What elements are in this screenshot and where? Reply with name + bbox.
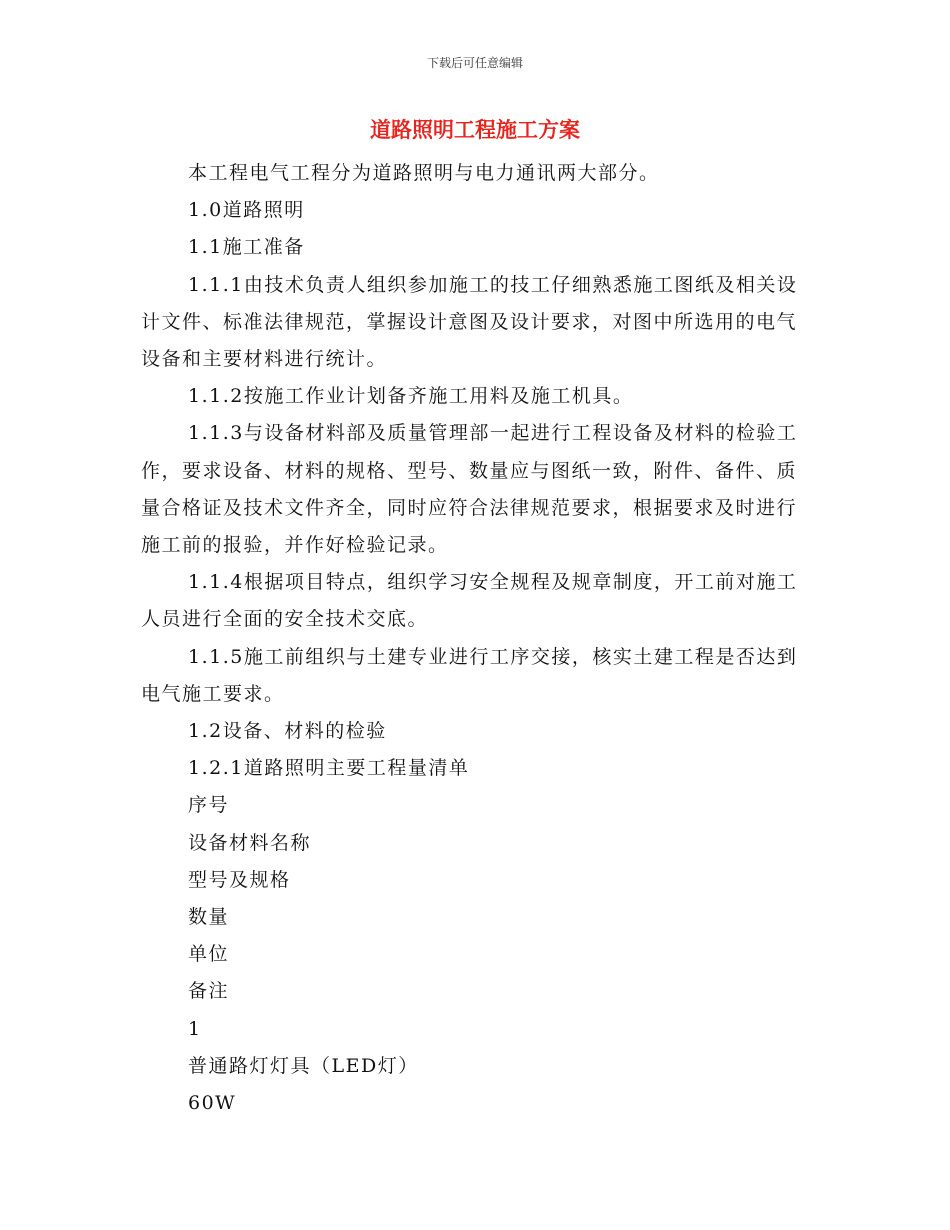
table-header-material-name: 设备材料名称 [188, 831, 312, 854]
paragraph-1-1-1: 1.1.1由技术负责人组织参加施工的技工仔细熟悉施工图纸及相关设计文件、标准法律规范，掌握设计意图及设计要求，对图中所选用的电气设备和主要材料进行统计。 [141, 273, 798, 371]
paragraph-intro: 本工程电气工程分为道路照明与电力通讯两大部分。 [188, 162, 660, 184]
paragraph-1-1-5: 1.1.5施工前组织与土建专业进行工序交接，核实土建工程是否达到电气施工要求。 [141, 645, 798, 705]
table-header-serial: 序号 [188, 794, 230, 817]
heading-road-lighting: 1.0道路照明 [188, 199, 305, 222]
table-cell-serial: 1 [188, 1017, 202, 1040]
paragraph-1-1-2: 1.1.2按施工作业计划备齐施工用料及施工机具。 [188, 385, 634, 408]
table-header-quantity: 数量 [188, 906, 230, 929]
table-header-model-spec: 型号及规格 [188, 868, 291, 891]
table-header-unit: 单位 [188, 943, 230, 966]
paragraph-1-1-3: 1.1.3与设备材料部及质量管理部一起进行工程设备及材料的检验工作，要求设备、材料的规格、型号、数量应与图纸一致，附件、备件、质量合格证及技术文件齐全，同时应符合法律规范要求，根据要求及时进行施工前的报验，并作好检验记录。 [141, 422, 798, 557]
document-body [141, 155, 813, 1122]
page-header-note: 下载后可任意编辑 [426, 56, 523, 70]
heading-construction-prep: 1.1施工准备 [188, 236, 305, 259]
document-title: 道路照明工程施工方案 [370, 118, 580, 142]
heading-quantity-list: 1.2.1道路照明主要工程量清单 [188, 757, 470, 780]
table-header-remarks: 备注 [188, 980, 230, 1003]
table-cell-material-name: 普通路灯灯具（LED灯） [188, 1054, 419, 1077]
table-cell-model-spec: 60W [188, 1092, 237, 1115]
heading-equipment-inspection: 1.2设备、材料的检验 [188, 720, 387, 743]
paragraph-1-1-4: 1.1.4根据项目特点，组织学习安全规程及规章制度，开工前对施工人员进行全面的安全技术交底。 [141, 571, 798, 631]
